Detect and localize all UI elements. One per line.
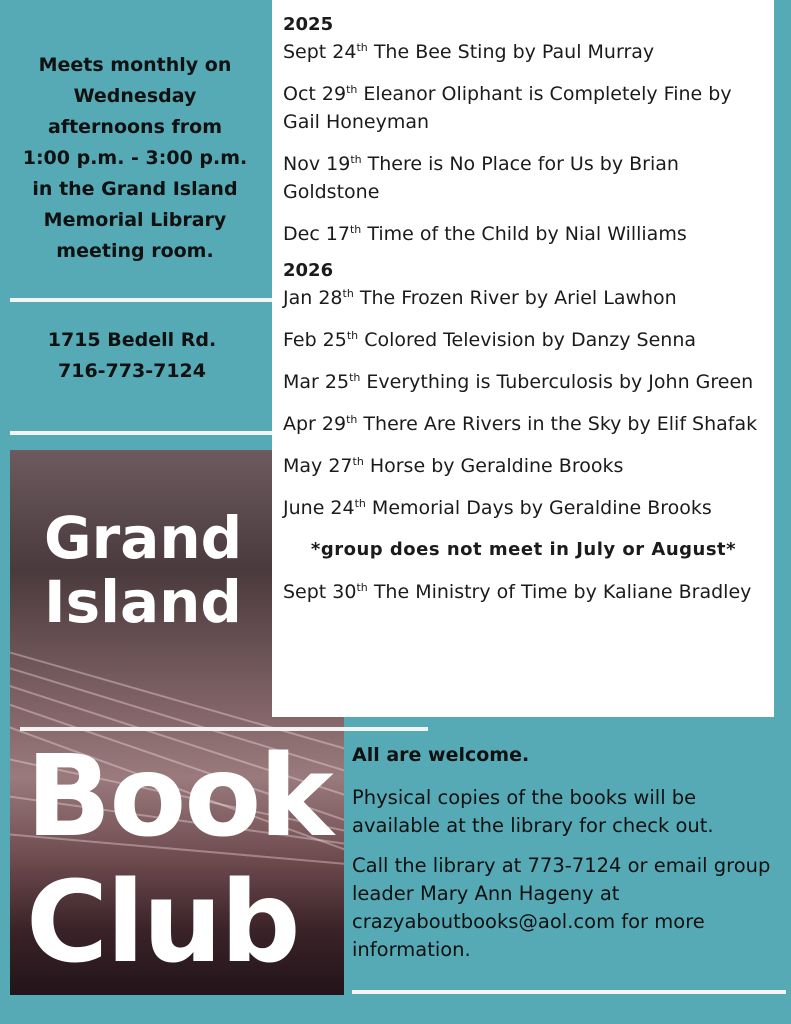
meeting-date: Nov 19 (283, 153, 351, 175)
street-address: 1715 Bedell Rd. (47, 329, 217, 351)
meeting-date: Sept 30 (283, 581, 357, 603)
meeting-line: in the Grand Island (32, 178, 238, 200)
welcome-heading: All are welcome. (352, 744, 530, 766)
meeting-line: Meets monthly on (38, 54, 232, 76)
title-line: Grand (44, 504, 243, 572)
date-suffix: th (350, 153, 362, 166)
meeting-line: 1:00 p.m. - 3:00 p.m. (22, 147, 248, 169)
title-line: Club (26, 858, 299, 988)
meeting-date: Sept 24 (283, 41, 357, 63)
date-suffix: th (352, 455, 364, 468)
date-suffix: th (356, 581, 368, 594)
title-book-club (26, 734, 332, 986)
book-title-author: Memorial Days by Geraldine Brooks (365, 497, 712, 519)
date-suffix: th (346, 413, 358, 426)
year-heading: 2025 (283, 14, 334, 35)
phone-number: 716-773-7124 (58, 360, 206, 382)
date-suffix: th (342, 287, 354, 300)
library-address (4, 325, 260, 387)
summer-break-note: *group does not meet in July or August* (310, 539, 737, 560)
meeting-date: June 24 (283, 497, 355, 519)
book-title-author: Horse by Geraldine Brooks (363, 455, 624, 477)
date-suffix: th (349, 223, 362, 236)
title-line: Book (26, 732, 332, 862)
meeting-date: May 27 (283, 455, 353, 477)
schedule-list (283, 284, 764, 522)
schedule-entry (283, 220, 764, 248)
welcome-info (352, 740, 782, 976)
date-suffix: th (349, 371, 361, 384)
date-suffix: th (346, 83, 358, 96)
book-title-author: Colored Television by Danzy Senna (358, 329, 697, 351)
book-title-author: The Ministry of Time by Kaliane Bradley (367, 581, 752, 603)
meeting-date: Jan 28 (283, 287, 343, 309)
book-title-author: The Frozen River by Ariel Lawhon (353, 287, 677, 309)
date-suffix: th (354, 497, 366, 510)
meeting-date: Oct 29 (283, 83, 347, 105)
book-title-author: Time of the Child by Nial Williams (361, 223, 687, 245)
book-title-author: Everything is Tuberculosis by John Green (360, 371, 754, 393)
title-line: Island (44, 568, 242, 636)
schedule-entry (283, 368, 764, 396)
schedule-entry (283, 494, 764, 522)
reading-schedule (272, 0, 774, 717)
meeting-details (4, 50, 266, 267)
schedule-entry (283, 326, 764, 354)
date-suffix: th (346, 329, 359, 342)
divider (352, 990, 786, 994)
meeting-line: meeting room. (56, 240, 214, 262)
divider (10, 298, 272, 302)
schedule-entry (283, 578, 764, 606)
schedule-list (283, 578, 764, 606)
meeting-line: Wednesday (73, 85, 197, 107)
meeting-date: Apr 29 (283, 413, 347, 435)
schedule-entry (283, 410, 764, 438)
meeting-line: afternoons from (48, 116, 222, 138)
schedule-entry (283, 284, 764, 312)
meeting-line: Memorial Library (43, 209, 227, 231)
date-suffix: th (356, 41, 368, 54)
copies-text: Physical copies of the books will be available at the library for check out. (352, 786, 714, 837)
book-title-author: There is No Place for Us by Brian Goldstone (283, 153, 679, 203)
divider (20, 727, 428, 731)
schedule-entry (283, 80, 764, 136)
meeting-date: Dec 17 (283, 223, 350, 245)
book-title-author: There Are Rivers in the Sky by Elif Shafak (357, 413, 758, 435)
meeting-date: Feb 25 (283, 329, 347, 351)
title-grand-island (44, 506, 274, 634)
schedule-entry (283, 452, 764, 480)
book-title-author: The Bee Sting by Paul Murray (367, 41, 655, 63)
schedule-entry (283, 38, 764, 66)
schedule-entry (283, 150, 764, 206)
divider (10, 431, 272, 435)
schedule-list (283, 38, 764, 248)
contact-text: Call the library at 773-7124 or email group leader Mary Ann Hageny at crazyaboutbooks@aol.com for more information. (352, 854, 771, 961)
book-title-author: Eleanor Oliphant is Completely Fine by Gail Honeyman (283, 83, 732, 133)
meeting-date: Mar 25 (283, 371, 350, 393)
year-heading: 2026 (283, 260, 334, 281)
